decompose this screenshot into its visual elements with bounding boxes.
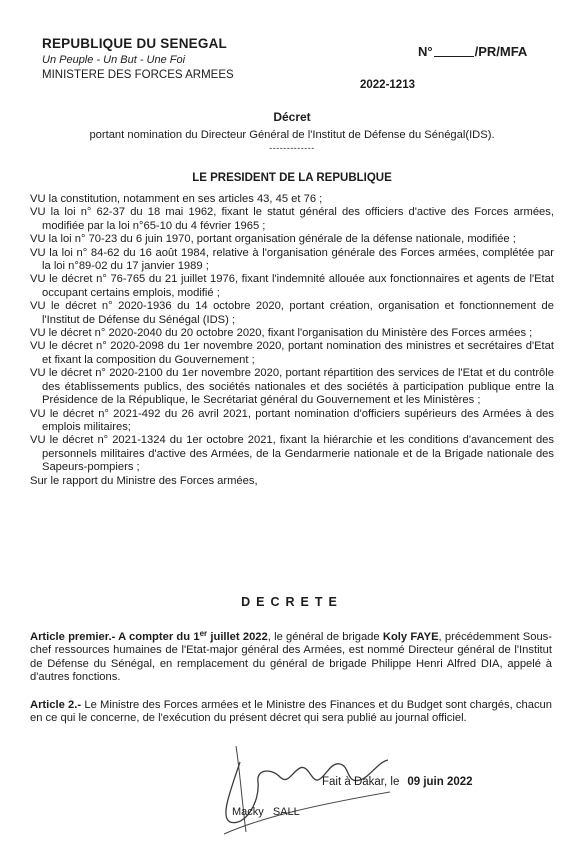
article-2: Article 2.- Le Ministre des Forces armées et le Ministre des Finances et du Budget sont chargés, chacun en ce qui le concerne, de l'exécution du présent décret qui sera publié au journal officiel.	[30, 699, 552, 725]
visa-item: VU la loi n° 70-23 du 6 juin 1970, portant organisation générale de la défense nationale, modifiée ;	[30, 233, 516, 246]
visa-item: VU le décret n° 76-765 du 21 juillet 1976, fixant l'indemnité allouée aux fonctionnaires et agents de l'Etat occupant certains emplois, modifié ;	[30, 273, 554, 299]
visa-item: VU la loi n° 84-62 du 16 août 1984, relative à l'organisation générale des Forces armées, complétée par la loi n°89-02 du 17 janvier 1989 ;	[30, 246, 554, 273]
visa-item: VU le décret n° 2020-2100 du 1er novembre 2020, portant répartition des services de l'Etat et du contrôle des établissements publics, des sociétés nationales et des sociétés à participation publique entre la Présidence de la République, le Secrétariat général du Gouvernement et les Ministères ;	[30, 367, 554, 407]
visa-item: VU la loi n° 62-37 du 18 mai 1962, fixant le statut général des officiers d'active des Forces armées, modifiée par la loi n°65-10 du 4 février 1965 ;	[30, 206, 554, 232]
visa-item: Sur le rapport du Ministre des Forces armées,	[30, 474, 258, 487]
decree-subtitle: portant nomination du Directeur Général de l'Institut de Défense du Sénégal(IDS).	[89, 129, 495, 141]
signing-place: Fait à Dakar, le	[322, 776, 400, 788]
visa-item: VU le décret n° 2020-2040 du 20 octobre 2020, fixant l'organisation du Ministère des Forces armées ;	[30, 327, 533, 340]
visas-list	[30, 193, 554, 488]
decree-number: 2022-1213	[360, 79, 415, 91]
visa-item: VU la constitution, notamment en ses articles 43, 45 et 76 ;	[30, 193, 323, 205]
signatory-name: Macky SALL	[232, 806, 300, 818]
visa-item: VU le décret n° 2020-2098 du 1er novembre 2020, portant nomination des ministres et secrétaires d'Etat et fixant la composition du Gouvernement ;	[30, 340, 554, 366]
visa-item: VU le décret n° 2021-492 du 26 avril 2021, portant nomination d'officiers supérieurs des Armées à des emplois militaires;	[30, 407, 554, 433]
president-heading: LE PRESIDENT DE LA REPUBLIQUE	[192, 172, 392, 184]
decrete-heading: DECRETE	[241, 595, 343, 609]
reference-prefix: N°	[418, 44, 433, 59]
signing-date: 09 juin 2022	[407, 776, 473, 788]
visa-item: VU le décret n° 2021-1324 du 1er octobre 2021, fixant la hiérarchie et les conditions d'avancement des personnels militaires d'active des Armées, de la Gendarmerie nationale et de la Brigade nationale des Sapeurs-pompiers ;	[30, 434, 554, 474]
appointee-name: Koly FAYE	[382, 631, 439, 643]
article-2-label: Article 2.-	[30, 699, 82, 711]
decree-title: Décret	[273, 110, 311, 124]
reference-number	[418, 44, 527, 59]
reference-blank	[434, 56, 474, 57]
reference-suffix: /PR/MFA	[474, 44, 528, 59]
article-1-label: Article premier.- A compter du 1er juillet 2022	[30, 629, 268, 643]
signing-place-date	[322, 776, 473, 788]
republic-title: REPUBLIQUE DU SENEGAL	[42, 36, 227, 51]
national-motto: Un Peuple - Un But - Une Foi	[42, 54, 186, 66]
ministry-name: MINISTERE DES FORCES ARMEES	[42, 69, 234, 81]
article-1: Article premier.- A compter du 1er juillet 2022, le général de brigade Koly FAYE, précédemment Sous-chef ressources humaines de l'Etat-major général des Armées, est nommé Directeur général de l'Institut de Défense du Sénégal, en remplacement du général de brigade Philippe Henri Alfred DIA, appelé à d'autres fonctions.	[30, 629, 552, 684]
separator: -------------	[269, 143, 315, 153]
visa-item: VU le décret n° 2020-1936 du 14 octobre 2020, portant création, organisation et fonctionnement de l'Institut de Défense du Sénégal (IDS) ;	[30, 300, 554, 326]
